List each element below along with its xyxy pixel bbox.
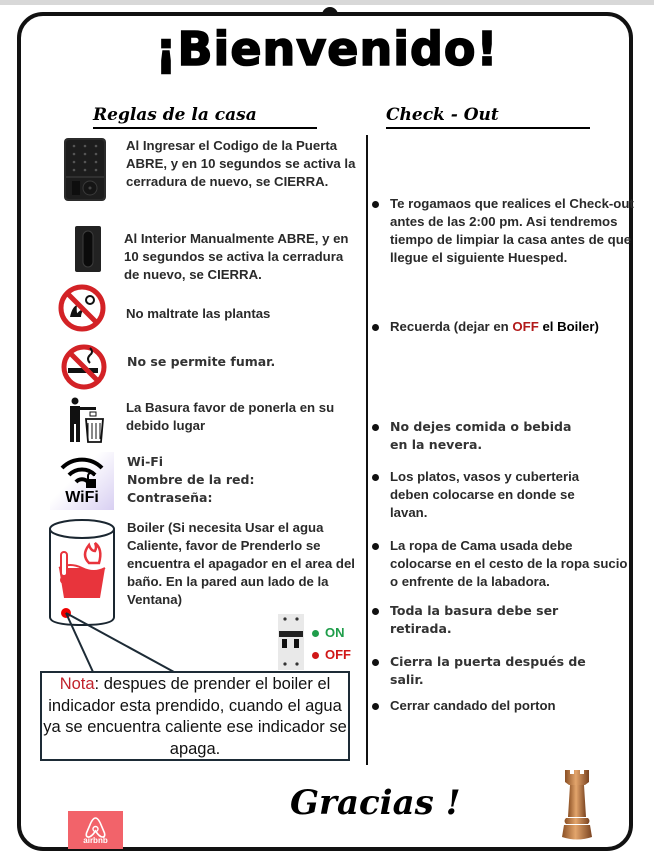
checkout-item: Te rogamaos que realices el Check-out antes de las 2:00 pm. Asi tendremos tiempo de limpiar la casa antes de que llegue el siguiente Huesped. (372, 195, 634, 267)
checkout-item: Recuerda (dejar en OFF el Boiler) (372, 318, 642, 336)
rule-trash: La Basura favor de ponerla en su debido lugar (126, 400, 335, 433)
checkout-item: La ropa de Cama usada debe colocarse en el cesto de la ropa sucio o enfrente de la labadora. (372, 537, 634, 591)
checkout-item: Cierra la puerta después de salir. (372, 653, 592, 689)
no-smoking-icon (60, 343, 108, 391)
bullet-icon (372, 543, 379, 550)
checkout-item: No dejes comida o bebida en la nevera. (372, 418, 592, 454)
off-indicator-dot (312, 652, 319, 659)
no-plants-damage-icon (57, 283, 107, 333)
rule-no-smoking: No se permite fumar. (127, 354, 276, 369)
trash-bin-icon (66, 397, 106, 443)
breaker-on-legend (312, 625, 345, 640)
house-rules-heading: Reglas de la casa (93, 105, 317, 129)
wifi-network-name-label: Nombre de la red: (127, 472, 255, 487)
note-text: : despues de prender el boiler el indicador esta prendido, cuando el agua ya se encuentra caliente ese indicador se apaga. (43, 675, 347, 758)
thumb-turn-lock-icon (75, 226, 101, 272)
rule-boiler: Boiler (Si necesita Usar el agua Caliente, favor de Prenderlo se encuentra el apagador en el area del baño. En la pared aun lado de la Ventana) (127, 520, 355, 607)
bullet-icon (372, 659, 379, 666)
breaker-off-legend (312, 647, 351, 662)
checkout-item: Toda la basura debe ser retirada. (372, 602, 582, 638)
callout-lines (60, 608, 190, 674)
wifi-title: Wi-Fi (127, 454, 164, 469)
bullet-icon (372, 201, 379, 208)
welcome-title: ¡Bienvenido! (155, 22, 499, 76)
bullet-icon (372, 474, 379, 481)
circuit-breaker-icon (278, 614, 304, 670)
bullet-icon (372, 424, 379, 431)
top-bar (0, 0, 654, 5)
column-divider (366, 135, 368, 765)
wifi-icon (50, 452, 114, 510)
keypad-lock-icon (63, 137, 107, 202)
checkout-heading: Check - Out (386, 105, 590, 129)
on-label: ON (325, 625, 345, 640)
bullet-icon (372, 324, 379, 331)
rule-manual-lock: Al Interior Manualmente ABRE, y en 10 segundos se activa la cerradura de nuevo, se CIERRA. (124, 231, 349, 282)
wifi-password-label: Contraseña: (127, 490, 213, 505)
bullet-icon (372, 608, 379, 615)
checkout-item: Cerrar candado del porton (372, 697, 612, 715)
off-label: OFF (325, 647, 351, 662)
chess-rook-icon (560, 768, 594, 842)
airbnb-wordmark: airbnb (83, 836, 108, 845)
note-label: Nota (59, 675, 95, 693)
bullet-icon (372, 703, 379, 710)
checkout-item: Los platos, vasos y cuberteria deben colocarse en donde se lavan. (372, 468, 612, 522)
on-indicator-dot (312, 630, 319, 637)
boiler-note-box (40, 671, 350, 761)
off-highlight: OFF (512, 319, 539, 334)
rule-no-plants-damage: No maltrate las plantas (126, 306, 271, 321)
frame-hanger-notch (322, 7, 338, 15)
rule-keypad-lock: Al Ingresar el Codigo de la Puerta ABRE, y en 10 segundos se activa la cerradura de nuevo, se CIERRA. (126, 138, 356, 189)
thanks-text: Gracias ! (290, 783, 461, 823)
wifi-badge-label: WiFi (65, 489, 99, 506)
airbnb-logo (68, 811, 123, 849)
rule-wifi (127, 453, 363, 507)
